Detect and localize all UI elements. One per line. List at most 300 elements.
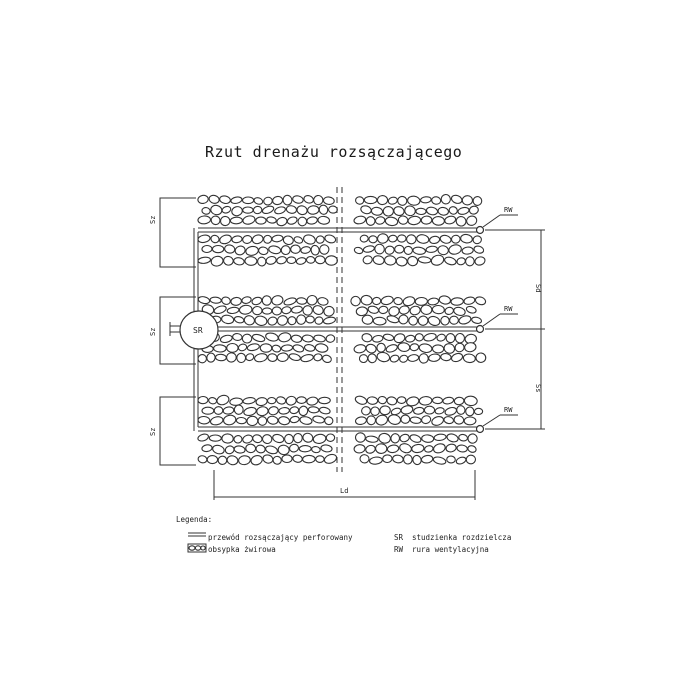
gravel-pebble <box>354 246 364 254</box>
gravel-pebble <box>401 415 410 424</box>
gravel-pebble <box>262 308 271 314</box>
gravel-pebble <box>253 307 262 315</box>
gravel-pebble <box>463 353 476 363</box>
gravel-pebble <box>446 456 455 463</box>
gravel-pebble <box>402 296 416 307</box>
gravel-pebble <box>444 406 457 416</box>
vent-leader-2 <box>483 314 500 326</box>
gravel-pebble <box>421 216 432 225</box>
gravel-pebble <box>464 417 476 425</box>
gravel-pebble <box>197 455 207 464</box>
gravel-pebble <box>454 342 465 353</box>
gravel-pebble <box>440 316 450 326</box>
gravel-pebble <box>253 197 263 206</box>
gravel-pebble <box>397 397 406 404</box>
gravel-pebble <box>416 234 429 244</box>
gravel-pebble <box>242 215 256 226</box>
gravel-pebble <box>218 456 227 465</box>
gravel-pebble <box>250 454 264 466</box>
gravel-pebble <box>239 305 253 315</box>
gravel-pebble <box>403 454 412 464</box>
gravel-pebble <box>263 196 273 205</box>
gravel-pebble <box>272 196 283 205</box>
gravel-pebble <box>413 247 426 255</box>
gravel-pebble <box>302 455 315 463</box>
gravel-pebble <box>382 455 392 463</box>
legend-heading: Legenda: <box>176 515 213 524</box>
gravel-pebble <box>411 444 424 453</box>
gravel-pebble <box>474 296 486 306</box>
gravel-pebble <box>350 295 362 307</box>
gravel-pebble <box>472 235 482 245</box>
gravel-pebble <box>236 417 246 424</box>
gravel-pebble <box>396 256 408 266</box>
gravel-pebble <box>268 398 276 404</box>
gravel-pebble <box>276 396 287 405</box>
gravel-pebble <box>465 407 474 417</box>
gravel-pebble <box>282 455 292 463</box>
gravel-pebble <box>448 206 458 216</box>
gravel-pebble <box>373 317 386 325</box>
vent-leader-1 <box>483 215 500 227</box>
gravel-pebble <box>308 406 319 413</box>
gravel-pebble <box>432 216 444 225</box>
gravel-pebble <box>306 216 318 225</box>
sz-label-3: Sz <box>149 427 157 436</box>
gravel-pebble <box>442 397 454 405</box>
gravel-pebble <box>245 353 255 362</box>
gravel-pebble <box>302 234 316 246</box>
gravel-pebble <box>224 445 235 455</box>
gravel-pebble <box>281 306 291 314</box>
gravel-pebble <box>224 244 236 254</box>
gravel-pebble <box>438 295 451 305</box>
gravel-pebble <box>398 342 411 352</box>
gravel-pebble <box>432 345 443 353</box>
gravel-pebble <box>427 297 439 305</box>
gravel-pebble <box>407 256 418 267</box>
gravel-pebble <box>208 194 220 204</box>
gravel-pebble <box>272 456 281 465</box>
gravel-pebble <box>409 433 422 443</box>
gravel-pebble <box>210 234 220 243</box>
gravel-pebble <box>390 433 400 444</box>
bottom-dimension <box>214 470 475 500</box>
vent-leader-3 <box>483 415 500 426</box>
gravel-pebble <box>315 235 325 244</box>
gravel-pebble <box>360 454 370 463</box>
gravel-pebble <box>413 407 424 415</box>
gravel-pebble <box>450 352 463 363</box>
gravel-pebble <box>320 444 332 452</box>
gravel-pebble <box>420 305 432 315</box>
gravel-pebble <box>219 195 231 204</box>
gravel-pebble <box>365 343 377 354</box>
gravel-pebble <box>272 235 284 243</box>
gravel-pebble <box>369 456 383 465</box>
gravel-pebble <box>298 405 309 417</box>
gravel-pebble <box>455 456 467 465</box>
gravel-pebble <box>399 442 413 454</box>
gravel-pebble <box>213 305 227 315</box>
gravel-pebble <box>410 416 422 423</box>
gravel-pebble <box>377 343 386 352</box>
gravel-pebble <box>306 316 314 323</box>
gravel-pebble <box>360 235 369 243</box>
gravel-pebble <box>398 215 408 224</box>
gravel-pebble <box>353 215 366 225</box>
gravel-pebble <box>462 247 474 255</box>
gravel-pebble <box>464 396 477 406</box>
gravel-pebble <box>213 345 226 353</box>
gravel-pebble <box>380 295 394 306</box>
gravel-pebble <box>310 245 320 256</box>
gravel-pebble <box>355 433 365 443</box>
vent-pipe-1 <box>477 227 484 234</box>
gravel-pebble <box>323 453 338 465</box>
gravel-pebble <box>265 332 279 342</box>
drawing-title: Rzut drenażu rozsączającego <box>205 143 463 161</box>
gravel-pebble <box>283 297 297 307</box>
gravel-pebble <box>315 256 325 264</box>
gravel-pebble <box>247 416 258 426</box>
gravel-pebble <box>446 334 455 343</box>
gravel-pebble <box>475 352 486 363</box>
gravel-pebble <box>318 216 330 225</box>
gravel-pebble <box>378 396 387 404</box>
gravel-pebble <box>226 455 239 466</box>
gravel-pebble <box>306 256 315 263</box>
gravel-pebble <box>272 307 281 315</box>
gravel-pebble <box>236 353 245 363</box>
gravel-pebble <box>430 254 445 267</box>
gravel-pebble <box>215 354 226 361</box>
gravel-pebble <box>251 296 263 306</box>
gravel-pebble <box>399 354 409 363</box>
gravel-pebble <box>220 216 230 226</box>
gravel-pebble <box>360 295 373 306</box>
gravel-pebble <box>435 407 445 415</box>
gravel-pebble <box>278 444 290 455</box>
gravel-pebble <box>299 445 311 451</box>
gravel-pebble <box>271 294 284 306</box>
gravel-pebble <box>297 397 307 404</box>
gravel-pebble <box>262 295 272 305</box>
gravel-pebble <box>323 305 335 317</box>
gravel-pebble <box>198 296 211 305</box>
gravel-pebble <box>378 306 388 314</box>
gravel-pebble <box>416 208 426 215</box>
gravel-pebble <box>453 306 466 317</box>
gravel-pebble <box>431 415 445 427</box>
gravel-pebble <box>223 406 235 415</box>
gravel-pebble <box>208 397 217 405</box>
gravel-pebble <box>202 245 212 252</box>
gravel-pebble <box>432 305 445 314</box>
gravel-pebble <box>424 445 434 453</box>
gravel-pebble <box>377 233 389 243</box>
gravel-pebble <box>234 316 245 324</box>
gravel-pebble <box>260 344 272 353</box>
gravel-pebble <box>231 235 242 243</box>
vent-pipes <box>477 206 519 433</box>
gravel-pebble <box>221 205 231 214</box>
gravel-pebble <box>221 296 231 305</box>
gravel-pebble <box>297 216 308 227</box>
gravel-pebble <box>426 246 438 253</box>
gravel-pebble <box>431 196 441 205</box>
gravel-pebble <box>256 397 268 406</box>
gravel-pebble <box>306 295 318 306</box>
gravel-pebble <box>456 257 466 266</box>
gravel-pebble <box>455 215 467 227</box>
gravel-pebble <box>384 255 396 265</box>
gravel-pebble <box>409 305 421 315</box>
gravel-pebble <box>408 316 418 326</box>
gravel-pebble <box>302 432 314 443</box>
gravel-pebble <box>428 353 440 362</box>
gravel-pebble <box>407 196 420 206</box>
gravel-pebble <box>227 307 240 315</box>
gravel-pebble <box>276 216 288 227</box>
gravel-pebble <box>214 406 223 414</box>
gravel-pebble <box>471 316 482 324</box>
gravel-pebble <box>313 334 326 342</box>
gravel-pebble <box>278 332 292 343</box>
gravel-pebble <box>286 205 297 214</box>
gravel-pebble <box>233 435 242 444</box>
gravel-pebble <box>291 305 303 314</box>
gravel-pebble <box>385 216 398 226</box>
gravel-pebble <box>242 334 252 343</box>
gravel-pebble <box>421 455 433 464</box>
gravel-pebble <box>256 217 266 224</box>
gravel-pebble <box>289 416 299 424</box>
gravel-pebble <box>415 297 428 305</box>
gravel-pebble <box>222 434 234 444</box>
gravel-pebble <box>272 433 285 444</box>
gravel-pebble <box>362 255 373 265</box>
gravel-pebble <box>362 315 373 325</box>
gravel-pebble <box>318 397 330 404</box>
gravel-pebble <box>211 215 221 225</box>
gravel-pebble <box>276 256 287 265</box>
gravel-pebble <box>420 196 431 203</box>
rw-label-1: RW <box>504 206 513 214</box>
gravel-pebble <box>323 196 335 204</box>
gravel-pebble <box>432 442 446 454</box>
gravel-pebble <box>365 436 378 443</box>
gravel-pebble <box>287 257 296 264</box>
gravel-pebble <box>267 415 279 425</box>
gravel-pebble <box>465 256 475 267</box>
gravel-pebble <box>315 343 329 353</box>
gravel-pebble <box>299 416 312 426</box>
gravel-pebble <box>292 454 302 463</box>
gravel-pebble <box>361 406 372 416</box>
gravel-pebble <box>242 197 253 204</box>
gravel-pebble <box>325 256 337 265</box>
gravel-pebble <box>457 206 469 215</box>
legend-gravel-pebble-c <box>201 546 205 550</box>
gravel-pebble <box>365 444 376 454</box>
gravel-pebble <box>365 216 376 227</box>
gravel-pebble <box>326 334 336 343</box>
gravel-pebble <box>371 207 383 216</box>
gravel-pebble <box>374 243 386 255</box>
gravel-pebble <box>271 344 281 353</box>
gravel-pebble <box>354 444 366 453</box>
gravel-pebble <box>253 206 262 214</box>
gravel-pebble <box>464 342 477 352</box>
gravel-pebble <box>201 444 212 452</box>
legend-abbr-sr: SR <box>394 533 404 542</box>
gravel-pebble <box>400 405 413 415</box>
gravel-pebble <box>241 296 252 304</box>
gravel-pebble <box>451 235 461 244</box>
gravel-pebble <box>207 456 218 464</box>
gravel-pebble <box>303 194 314 204</box>
gravel-pebble <box>198 257 211 264</box>
gravel-pebble <box>202 207 211 215</box>
gravel-pebble <box>234 405 243 415</box>
gravel-pebble <box>198 216 211 225</box>
gravel-pebble <box>198 416 210 424</box>
gravel-pebble <box>319 244 330 255</box>
gravel-pebble <box>296 314 307 326</box>
gravel-pebble <box>252 333 266 343</box>
gravel-pebble <box>383 206 394 216</box>
sd-label: Sd <box>534 284 542 293</box>
gravel-pebble <box>278 416 290 425</box>
gravel-pebble <box>380 406 391 415</box>
center-axis <box>337 187 342 472</box>
gravel-pebble <box>366 415 375 425</box>
gravel-pebble <box>243 207 253 213</box>
gravel-pebble <box>386 315 399 324</box>
gravel-pebble <box>385 343 398 353</box>
legend-gravel-pebble-b <box>195 546 200 550</box>
gravel-pebble <box>423 332 437 342</box>
gravel-pebble <box>377 195 388 204</box>
gravel-pebble <box>372 255 385 266</box>
gravel-pebble <box>300 353 314 362</box>
gravel-pebble <box>210 204 223 215</box>
gravel-pebble <box>324 234 337 244</box>
gravel-pebble <box>232 333 242 341</box>
gravel-pebble <box>277 352 289 362</box>
gravel-pebble <box>238 455 251 465</box>
gravel-pebble <box>313 353 323 361</box>
gravel-pebble <box>367 353 378 364</box>
gravel-pebble <box>387 414 401 426</box>
gravel-pebble <box>418 256 431 263</box>
gravel-pebble <box>197 433 209 442</box>
gravel-pebble <box>424 406 434 414</box>
gravel-pebble <box>393 205 405 216</box>
gravel-pebble <box>254 353 268 363</box>
gravel-pebble <box>433 456 447 466</box>
sr-label: SR <box>193 326 203 335</box>
gravel-pebble <box>324 416 333 425</box>
gravel-pebble <box>466 455 476 464</box>
gravel-pebble <box>438 207 449 216</box>
gravel-pebble <box>419 343 433 353</box>
gravel-pebble <box>210 416 224 426</box>
gravel-pebble <box>361 333 373 343</box>
gravel-pebble <box>388 235 397 243</box>
sz-label-2: Sz <box>149 327 157 336</box>
gravel-pebble <box>419 354 428 364</box>
gravel-pebble <box>289 353 302 362</box>
gravel-pebble <box>268 245 281 255</box>
gravel-pebble <box>384 245 395 255</box>
gravel-pebble <box>302 335 314 343</box>
vent-pipe-2 <box>477 326 484 333</box>
gravel-pebble <box>473 245 484 254</box>
gravel-pebble <box>457 444 468 452</box>
sz-label-1: Sz <box>149 215 157 224</box>
gravel-pebble <box>407 354 419 362</box>
gravel-pebble <box>245 256 258 265</box>
gravel-pebble <box>219 234 233 246</box>
gravel-pebble <box>375 216 386 225</box>
sz-bracket-1 <box>160 198 196 267</box>
gravel-pebble <box>367 396 378 404</box>
gravel-pebble <box>206 352 216 362</box>
ss-label: Ss <box>534 384 542 393</box>
gravel-pebble <box>210 297 222 304</box>
gravel-pebble <box>285 396 296 406</box>
gravel-pebble <box>257 256 267 267</box>
gravel-pebble <box>223 256 234 267</box>
gravel-pebble <box>220 334 233 344</box>
gravel-pebble <box>296 257 307 265</box>
gravel-pebble <box>426 206 438 215</box>
legend-gravel-pebble-a <box>189 546 195 550</box>
gravel-pebble <box>296 297 307 304</box>
gravel-pebble <box>286 216 298 226</box>
gravel-pebble <box>353 344 366 354</box>
gravel-pebble <box>407 235 417 244</box>
gravel-pebble <box>316 456 324 463</box>
gravel-pebble <box>296 205 308 216</box>
gravel-pebble <box>255 444 266 454</box>
gravel-pebble <box>227 344 238 353</box>
distribution-well <box>170 311 218 349</box>
gravel-pebble <box>318 204 329 215</box>
legend-abbr-rw: RW <box>394 545 404 554</box>
gravel-pebble <box>359 354 369 363</box>
gravel-pebble <box>421 415 432 425</box>
gravel-pebble <box>405 335 415 343</box>
gravel-pebble <box>367 305 379 314</box>
gravel-pebble <box>412 454 423 465</box>
gravel-pebble <box>378 432 391 444</box>
gravel-pebble <box>419 396 432 405</box>
gravel-pebble <box>446 433 459 444</box>
gravel-pebble <box>396 195 408 206</box>
gravel-pebble <box>265 445 279 455</box>
gravel-pebble <box>243 315 255 327</box>
gravel-pebble <box>443 342 456 354</box>
gravel-pebble <box>456 405 466 416</box>
gravel-pebble <box>356 306 368 316</box>
legend-item-gravel: obsypka żwirowa <box>208 545 276 554</box>
gravel-pebble <box>460 234 473 244</box>
gravel-pebble <box>360 205 372 215</box>
gravel-pebble <box>449 316 458 324</box>
